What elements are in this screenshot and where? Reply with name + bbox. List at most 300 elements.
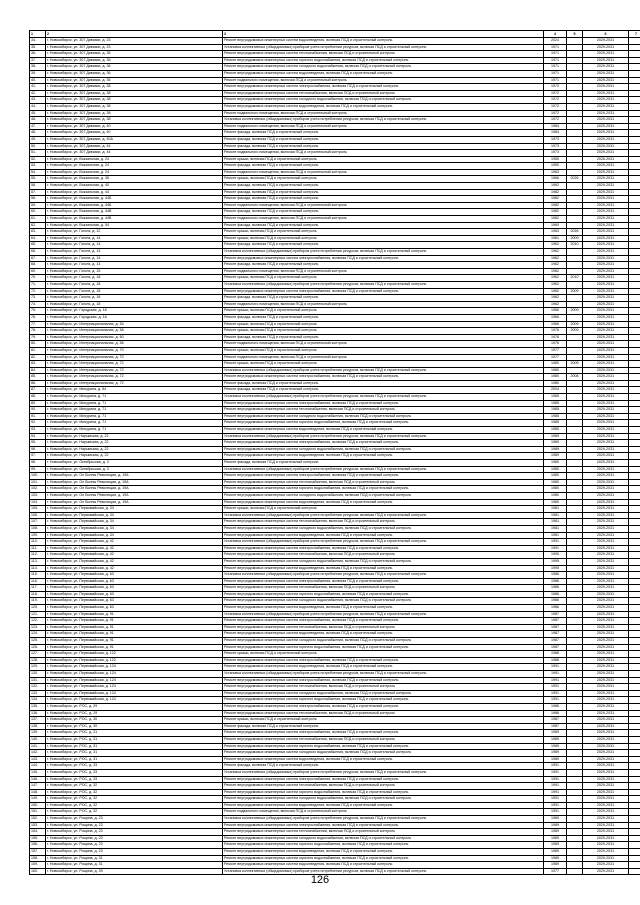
cell-last-repair-year bbox=[567, 281, 583, 288]
table-row bbox=[30, 103, 640, 110]
cell-work-type: Ремонт внутридомовых инженерных систем горячего водоснабжения, включая ПСД и строительный контроль bbox=[223, 644, 544, 651]
cell-note bbox=[629, 308, 640, 315]
table-row bbox=[30, 275, 640, 282]
cell-note bbox=[629, 176, 640, 183]
cell-work-type: Ремонт крыши, включая ПСД и строительный контроль bbox=[223, 275, 544, 282]
cell-last-repair-year bbox=[567, 664, 583, 671]
cell-work-type: Ремонт внутридомовых инженерных систем водоотведения, включая ПСД и строительный контроль bbox=[223, 664, 544, 671]
cell-note bbox=[629, 64, 640, 71]
cell-row-number: 96. bbox=[30, 446, 46, 453]
cell-last-repair-year bbox=[567, 783, 583, 790]
cell-address: г. Новосибирск, ул. РОС, д. 31 bbox=[46, 756, 223, 763]
cell-last-repair-year bbox=[567, 334, 583, 341]
cell-last-repair-year bbox=[567, 657, 583, 664]
cell-note bbox=[629, 117, 640, 124]
cell-address: г. Новосибирск, ул. Интернациональная, д. 72 bbox=[46, 367, 223, 374]
cell-last-repair-year bbox=[567, 84, 583, 91]
cell-last-repair-year bbox=[567, 842, 583, 849]
cell-year-built: 1989 bbox=[544, 862, 567, 869]
cell-note bbox=[629, 842, 640, 849]
cell-last-repair-year bbox=[567, 183, 583, 190]
cell-work-type: Ремонт внутридомовых инженерных систем горячего водоснабжения, включая ПСД и строительный контроль bbox=[223, 420, 544, 427]
table-row bbox=[30, 334, 640, 341]
cell-year-built: 1980 bbox=[544, 361, 567, 368]
cell-note bbox=[629, 367, 640, 374]
cell-last-repair-year bbox=[567, 730, 583, 737]
cell-work-type: Ремонт внутридомовых инженерных систем теплоснабжения, включая ПСД и строительный контроль bbox=[223, 710, 544, 717]
cell-note bbox=[629, 209, 640, 216]
cell-year-built: 1988 bbox=[544, 651, 567, 658]
table-row bbox=[30, 618, 640, 625]
cell-last-repair-year bbox=[567, 433, 583, 440]
cell-year-built: 1989 bbox=[544, 743, 567, 750]
cell-work-type: Ремонт подвального помещения, включая ПСД и строительный контроль bbox=[223, 169, 544, 176]
cell-planned-period: 2029-2031 bbox=[583, 862, 629, 869]
cell-row-number: 102. bbox=[30, 486, 46, 493]
cell-row-number: 157. bbox=[30, 849, 46, 856]
cell-address: г. Новосибирск, ул. 307 Дивизии, д. 36 bbox=[46, 77, 223, 84]
table-row bbox=[30, 361, 640, 368]
cell-row-number: 68. bbox=[30, 262, 46, 269]
cell-note bbox=[629, 638, 640, 645]
cell-year-built: 1984 bbox=[544, 123, 567, 130]
table-row bbox=[30, 565, 640, 572]
cell-work-type: Ремонт фасада, включая ПСД и строительный контроль bbox=[223, 314, 544, 321]
cell-last-repair-year bbox=[567, 572, 583, 579]
cell-planned-period: 2029-2031 bbox=[583, 835, 629, 842]
cell-year-built: 1950 bbox=[544, 156, 567, 163]
cell-planned-period: 2029-2031 bbox=[583, 638, 629, 645]
table-row bbox=[30, 453, 640, 460]
cell-address: г. Новосибирск, ул. Первомайская, д. 122 bbox=[46, 651, 223, 658]
cell-work-type: Ремонт внутридомовых инженерных систем водоотведения, включая ПСД и строительный контроль bbox=[223, 427, 544, 434]
table-row bbox=[30, 525, 640, 532]
table-row bbox=[30, 189, 640, 196]
cell-year-built: 2004 bbox=[544, 387, 567, 394]
cell-note bbox=[629, 486, 640, 493]
cell-row-number: 45. bbox=[30, 110, 46, 117]
cell-last-repair-year bbox=[567, 565, 583, 572]
cell-work-type: Установка коллективных (общедомовых) приборов учета потребления ресурсов, включая ПСД и строительный контроль bbox=[223, 539, 544, 546]
cell-row-number: 138. bbox=[30, 723, 46, 730]
cell-address: г. Новосибирск, ул. 307 Дивизии, д. 38 bbox=[46, 97, 223, 104]
cell-planned-period: 2029-2031 bbox=[583, 598, 629, 605]
cell-note bbox=[629, 690, 640, 697]
cell-last-repair-year bbox=[567, 196, 583, 203]
cell-work-type: Ремонт фасада, включая ПСД и строительный контроль bbox=[223, 136, 544, 143]
cell-work-type: Ремонт фасада, включая ПСД и строительный контроль bbox=[223, 460, 544, 467]
cell-row-number: 150. bbox=[30, 802, 46, 809]
cell-row-number: 65. bbox=[30, 242, 46, 249]
cell-note bbox=[629, 855, 640, 862]
cell-last-repair-year bbox=[567, 525, 583, 532]
cell-year-built: 1985 bbox=[544, 420, 567, 427]
cell-address: г. Новосибирск, ул. 307 Дивизии, д. 40 bbox=[46, 123, 223, 130]
header-col-6: 6 bbox=[583, 31, 629, 38]
cell-row-number: 69. bbox=[30, 268, 46, 275]
cell-planned-period: 2029-2031 bbox=[583, 374, 629, 381]
cell-note bbox=[629, 558, 640, 565]
cell-last-repair-year bbox=[567, 117, 583, 124]
cell-work-type: Установка коллективных (общедомовых) приборов учета потребления ресурсов, включая ПСД и строительный контроль bbox=[223, 117, 544, 124]
cell-year-built: 1987 bbox=[544, 644, 567, 651]
table-row bbox=[30, 605, 640, 612]
cell-note bbox=[629, 525, 640, 532]
cell-row-number: 41. bbox=[30, 84, 46, 91]
cell-note bbox=[629, 532, 640, 539]
cell-address: г. Новосибирск, ул. Октябрьская, д. 3 bbox=[46, 466, 223, 473]
table-row bbox=[30, 420, 640, 427]
cell-planned-period: 2029-2031 bbox=[583, 202, 629, 209]
cell-row-number: 151. bbox=[30, 809, 46, 816]
cell-work-type: Ремонт внутридомовых инженерных систем водоотведения, включая ПСД и строительный контроль bbox=[223, 103, 544, 110]
cell-year-built: 1991 bbox=[544, 783, 567, 790]
cell-planned-period: 2029-2031 bbox=[583, 420, 629, 427]
cell-year-built: 1972 bbox=[544, 110, 567, 117]
cell-work-type: Ремонт внутридомовых инженерных систем холодного водоснабжения, включая ПСД и строительный контроль bbox=[223, 97, 544, 104]
cell-note bbox=[629, 301, 640, 308]
cell-last-repair-year bbox=[567, 347, 583, 354]
cell-year-built: 1986 bbox=[544, 710, 567, 717]
cell-address: г. Новосибирск, ул. Интернациональная, д. 70 bbox=[46, 347, 223, 354]
table-row bbox=[30, 591, 640, 598]
cell-planned-period: 2029-2031 bbox=[583, 796, 629, 803]
table-row bbox=[30, 558, 640, 565]
table-row bbox=[30, 611, 640, 618]
table-row bbox=[30, 301, 640, 308]
cell-last-repair-year bbox=[567, 855, 583, 862]
cell-work-type: Ремонт внутридомовых инженерных систем теплоснабжения, включая ПСД и строительный контроль bbox=[223, 585, 544, 592]
table-row bbox=[30, 400, 640, 407]
cell-row-number: 153. bbox=[30, 822, 46, 829]
cell-address: г. Новосибирск, ул. Гоголя, д. 18 bbox=[46, 275, 223, 282]
cell-year-built: 1984 bbox=[544, 130, 567, 137]
cell-last-repair-year bbox=[567, 387, 583, 394]
table-row bbox=[30, 110, 640, 117]
cell-row-number: 51. bbox=[30, 150, 46, 157]
cell-address: г. Новосибирск, ул. Вокзальная, д. 36 bbox=[46, 176, 223, 183]
cell-planned-period: 2029-2031 bbox=[583, 394, 629, 401]
cell-note bbox=[629, 769, 640, 776]
cell-year-built: 1973 bbox=[544, 136, 567, 143]
cell-last-repair-year bbox=[567, 710, 583, 717]
cell-year-built: 1963 bbox=[544, 169, 567, 176]
cell-row-number: 82. bbox=[30, 354, 46, 361]
cell-last-repair-year bbox=[567, 723, 583, 730]
cell-last-repair-year bbox=[567, 354, 583, 361]
cell-note bbox=[629, 545, 640, 552]
cell-last-repair-year bbox=[567, 552, 583, 559]
table-row bbox=[30, 163, 640, 170]
cell-address: г. Новосибирск, ул. РОС, д. 32 bbox=[46, 809, 223, 816]
cell-note bbox=[629, 572, 640, 579]
cell-year-built: 1985 bbox=[544, 427, 567, 434]
cell-year-built: 1985 bbox=[544, 407, 567, 414]
table-row bbox=[30, 703, 640, 710]
cell-last-repair-year bbox=[567, 295, 583, 302]
cell-row-number: 47. bbox=[30, 123, 46, 130]
cell-planned-period: 2029-2031 bbox=[583, 446, 629, 453]
cell-note bbox=[629, 400, 640, 407]
cell-last-repair-year bbox=[567, 90, 583, 97]
cell-year-built: 1991 bbox=[544, 671, 567, 678]
cell-row-number: 50. bbox=[30, 143, 46, 150]
cell-planned-period: 2029-2031 bbox=[583, 690, 629, 697]
cell-work-type: Установка коллективных (общедомовых) приборов учета потребления ресурсов, включая ПСД и строительный контроль bbox=[223, 249, 544, 256]
cell-work-type: Ремонт внутридомовых инженерных систем электроснабжения, включая ПСД и строительный контроль bbox=[223, 440, 544, 447]
cell-address: г. Новосибирск, ул. Интернациональная, д. 72 bbox=[46, 374, 223, 381]
cell-row-number: 83. bbox=[30, 361, 46, 368]
cell-last-repair-year bbox=[567, 150, 583, 157]
cell-planned-period: 2029-2031 bbox=[583, 809, 629, 816]
cell-work-type: Ремонт внутридомовых инженерных систем горячего водоснабжения, включая ПСД и строительный контроль bbox=[223, 697, 544, 704]
cell-address: г. Новосибирск, ул. Рощина, д. 31 bbox=[46, 855, 223, 862]
header-col-5: 5 bbox=[567, 31, 583, 38]
cell-address: г. Новосибирск, ул. Городская, д. 18 bbox=[46, 314, 223, 321]
table-row bbox=[30, 684, 640, 691]
cell-address: г. Новосибирск, ул. Первомайская, д. 91 bbox=[46, 624, 223, 631]
cell-year-built: 1989 bbox=[544, 835, 567, 842]
cell-planned-period: 2029-2031 bbox=[583, 229, 629, 236]
cell-planned-period: 2029-2031 bbox=[583, 829, 629, 836]
cell-last-repair-year bbox=[567, 189, 583, 196]
cell-year-built: 1980 bbox=[544, 374, 567, 381]
table-row bbox=[30, 242, 640, 249]
cell-note bbox=[629, 756, 640, 763]
cell-row-number: 143. bbox=[30, 756, 46, 763]
table-row bbox=[30, 156, 640, 163]
cell-row-number: 76. bbox=[30, 314, 46, 321]
cell-address: г. Новосибирск, ул. Гоголя, д. 14 bbox=[46, 242, 223, 249]
cell-address: г. Новосибирск, ул. Ол Волны Революции, д. 19А bbox=[46, 499, 223, 506]
cell-work-type: Ремонт внутридомовых инженерных систем водоотведения, включая ПСД и строительный контроль bbox=[223, 565, 544, 572]
cell-planned-period: 2029-2031 bbox=[583, 84, 629, 91]
cell-last-repair-year bbox=[567, 130, 583, 137]
cell-work-type: Ремонт внутридомовых инженерных систем теплоснабжения, включая ПСД и строительный контроль bbox=[223, 783, 544, 790]
cell-planned-period: 2029-2031 bbox=[583, 440, 629, 447]
cell-note bbox=[629, 644, 640, 651]
cell-year-built: 1986 bbox=[544, 605, 567, 612]
cell-work-type: Ремонт внутридомовых инженерных систем теплоснабжения, включая ПСД и строительный контроль bbox=[223, 684, 544, 691]
cell-address: г. Новосибирск, ул. РОС, д. 32 bbox=[46, 802, 223, 809]
cell-work-type: Ремонт крыши, включая ПСД и строительный контроль bbox=[223, 717, 544, 724]
cell-year-built: 1989 bbox=[544, 855, 567, 862]
cell-work-type: Ремонт крыши, включая ПСД и строительный контроль bbox=[223, 229, 544, 236]
cell-row-number: 127. bbox=[30, 651, 46, 658]
cell-year-built: 1991 bbox=[544, 677, 567, 684]
cell-address: г. Новосибирск, ул. РОС, д. 32 bbox=[46, 796, 223, 803]
cell-planned-period: 2029-2031 bbox=[583, 150, 629, 157]
cell-work-type: Ремонт внутридомовых инженерных систем холодного водоснабжения, включая ПСД и строительный контроль bbox=[223, 835, 544, 842]
cell-year-built: 1989 bbox=[544, 849, 567, 856]
cell-work-type: Ремонт фасада, включая ПСД и строительный контроль bbox=[223, 222, 544, 229]
cell-planned-period: 2029-2031 bbox=[583, 743, 629, 750]
cell-note bbox=[629, 624, 640, 631]
table-row bbox=[30, 829, 640, 836]
cell-work-type: Ремонт фасада, включая ПСД и строительный контроль bbox=[223, 387, 544, 394]
cell-planned-period: 2029-2031 bbox=[583, 407, 629, 414]
table-row bbox=[30, 855, 640, 862]
cell-planned-period: 2029-2031 bbox=[583, 486, 629, 493]
table-row bbox=[30, 710, 640, 717]
cell-planned-period: 2029-2031 bbox=[583, 605, 629, 612]
cell-row-number: 97. bbox=[30, 453, 46, 460]
table-row bbox=[30, 446, 640, 453]
cell-note bbox=[629, 242, 640, 249]
cell-planned-period: 2029-2031 bbox=[583, 334, 629, 341]
cell-year-built: 1982 bbox=[544, 216, 567, 223]
cell-work-type: Ремонт фасада, включая ПСД и строительный контроль bbox=[223, 189, 544, 196]
cell-year-built: 1981 bbox=[544, 519, 567, 526]
cell-work-type: Ремонт фасада, включая ПСД и строительный контроль bbox=[223, 262, 544, 269]
cell-last-repair-year bbox=[567, 506, 583, 513]
cell-year-built: 1989 bbox=[544, 440, 567, 447]
cell-last-repair-year bbox=[567, 97, 583, 104]
cell-last-repair-year bbox=[567, 216, 583, 223]
cell-row-number: 70. bbox=[30, 275, 46, 282]
cell-note bbox=[629, 347, 640, 354]
table-row bbox=[30, 730, 640, 737]
table-row bbox=[30, 44, 640, 51]
cell-note bbox=[629, 380, 640, 387]
cell-planned-period: 2029-2031 bbox=[583, 802, 629, 809]
cell-planned-period: 2029-2031 bbox=[583, 756, 629, 763]
cell-note bbox=[629, 51, 640, 58]
cell-address: г. Новосибирск, ул. Нарымская, д. 22 bbox=[46, 446, 223, 453]
cell-address: г. Новосибирск, ул. Мичурина, д. 71 bbox=[46, 394, 223, 401]
cell-address: г. Новосибирск, ул. Гоголя, д. 18 bbox=[46, 295, 223, 302]
cell-row-number: 129. bbox=[30, 664, 46, 671]
cell-row-number: 115. bbox=[30, 572, 46, 579]
cell-planned-period: 2029-2031 bbox=[583, 664, 629, 671]
cell-last-repair-year bbox=[567, 512, 583, 519]
table-row bbox=[30, 70, 640, 77]
cell-planned-period: 2029-2031 bbox=[583, 328, 629, 335]
cell-row-number: 92. bbox=[30, 420, 46, 427]
cell-year-built: 1989 bbox=[544, 829, 567, 836]
cell-year-built: 1991 bbox=[544, 789, 567, 796]
table-row bbox=[30, 638, 640, 645]
table-row bbox=[30, 736, 640, 743]
cell-row-number: 136. bbox=[30, 710, 46, 717]
cell-note bbox=[629, 110, 640, 117]
cell-row-number: 39. bbox=[30, 70, 46, 77]
cell-year-built: 1981 bbox=[544, 532, 567, 539]
cell-work-type: Ремонт внутридомовых инженерных систем водоотведения, включая ПСД и строительный контроль bbox=[223, 605, 544, 612]
cell-planned-period: 2029-2031 bbox=[583, 789, 629, 796]
cell-work-type: Ремонт внутридомовых инженерных систем электроснабжения, включая ПСД и строительный контроль bbox=[223, 578, 544, 585]
cell-address: г. Новосибирск, ул. Ол Волны Революции, д. 19А bbox=[46, 486, 223, 493]
cell-year-built: 1980 bbox=[544, 479, 567, 486]
cell-planned-period: 2029-2031 bbox=[583, 288, 629, 295]
cell-work-type: Ремонт крыши, включая ПСД и строительный контроль bbox=[223, 361, 544, 368]
cell-last-repair-year bbox=[567, 585, 583, 592]
cell-last-repair-year: 2026 bbox=[567, 229, 583, 236]
cell-address: г. Новосибирск, ул. Рощина, д. 39 bbox=[46, 868, 223, 875]
cell-planned-period: 2029-2031 bbox=[583, 671, 629, 678]
cell-note bbox=[629, 394, 640, 401]
cell-year-built: 1972 bbox=[544, 97, 567, 104]
cell-address: г. Новосибирск, ул. Гоголя, д. 18 bbox=[46, 301, 223, 308]
cell-work-type: Ремонт внутридомовых инженерных систем электроснабжения, включая ПСД и строительный контроль bbox=[223, 776, 544, 783]
table-row bbox=[30, 466, 640, 473]
table-row bbox=[30, 849, 640, 856]
cell-address: г. Новосибирск, ул. Первомайская, д. 42 bbox=[46, 539, 223, 546]
cell-planned-period: 2029-2031 bbox=[583, 64, 629, 71]
cell-work-type: Ремонт подвального помещения, включая ПСД и строительный контроль bbox=[223, 123, 544, 130]
cell-last-repair-year: 2009 bbox=[567, 308, 583, 315]
table-row bbox=[30, 671, 640, 678]
cell-work-type: Ремонт внутридомовых инженерных систем холодного водоснабжения, включая ПСД и строительный контроль bbox=[223, 558, 544, 565]
cell-planned-period: 2029-2031 bbox=[583, 684, 629, 691]
cell-last-repair-year bbox=[567, 169, 583, 176]
table-row bbox=[30, 802, 640, 809]
cell-address: г. Новосибирск, ул. Первомайская, д. 91 bbox=[46, 631, 223, 638]
cell-note bbox=[629, 341, 640, 348]
cell-note bbox=[629, 295, 640, 302]
cell-last-repair-year bbox=[567, 156, 583, 163]
cell-last-repair-year bbox=[567, 44, 583, 51]
cell-row-number: 58. bbox=[30, 196, 46, 203]
cell-address: г. Новосибирск, ул. РОС, д. 30 bbox=[46, 723, 223, 730]
cell-note bbox=[629, 136, 640, 143]
cell-note bbox=[629, 202, 640, 209]
cell-planned-period: 2029-2031 bbox=[583, 677, 629, 684]
cell-address: г. Новосибирск, ул. Мичурина, д. 71 bbox=[46, 420, 223, 427]
cell-planned-period: 2029-2031 bbox=[583, 235, 629, 242]
cell-planned-period: 2029-2031 bbox=[583, 176, 629, 183]
cell-year-built: 1950 bbox=[544, 163, 567, 170]
cell-planned-period: 2029-2031 bbox=[583, 123, 629, 130]
cell-address: г. Новосибирск, ул. Ол Волны Революции, д. 19А bbox=[46, 473, 223, 480]
cell-row-number: 155. bbox=[30, 835, 46, 842]
cell-year-built: 1991 bbox=[544, 690, 567, 697]
cell-planned-period: 2029-2031 bbox=[583, 361, 629, 368]
cell-address: г. Новосибирск, ул. Ол Волны Революции, д. 19А bbox=[46, 479, 223, 486]
cell-planned-period: 2029-2031 bbox=[583, 196, 629, 203]
cell-year-built: 1962 bbox=[544, 262, 567, 269]
table-row bbox=[30, 763, 640, 770]
cell-last-repair-year bbox=[567, 624, 583, 631]
cell-year-built: 1991 bbox=[544, 545, 567, 552]
cell-row-number: 114. bbox=[30, 565, 46, 572]
cell-work-type: Ремонт внутридомовых инженерных систем холодного водоснабжения, включая ПСД и строительный контроль bbox=[223, 796, 544, 803]
cell-last-repair-year bbox=[567, 255, 583, 262]
cell-last-repair-year bbox=[567, 110, 583, 117]
cell-note bbox=[629, 763, 640, 770]
cell-work-type: Ремонт внутридомовых инженерных систем теплоснабжения, включая ПСД и строительный контроль bbox=[223, 519, 544, 526]
cell-planned-period: 2029-2031 bbox=[583, 618, 629, 625]
cell-row-number: 55. bbox=[30, 176, 46, 183]
cell-planned-period: 2029-2031 bbox=[583, 117, 629, 124]
cell-year-built: 1962 bbox=[544, 268, 567, 275]
cell-note bbox=[629, 407, 640, 414]
cell-work-type: Ремонт внутридомовых инженерных систем горячего водоснабжения, включая ПСД и строительный контроль bbox=[223, 789, 544, 796]
cell-planned-period: 2029-2031 bbox=[583, 189, 629, 196]
cell-note bbox=[629, 835, 640, 842]
cell-planned-period: 2029-2031 bbox=[583, 855, 629, 862]
cell-work-type: Установка коллективных (общедомовых) приборов учета потребления ресурсов, включая ПСД и строительный контроль bbox=[223, 572, 544, 579]
cell-row-number: 135. bbox=[30, 703, 46, 710]
table-row bbox=[30, 57, 640, 64]
cell-year-built: 1980 bbox=[544, 466, 567, 473]
cell-note bbox=[629, 492, 640, 499]
cell-note bbox=[629, 796, 640, 803]
table-row bbox=[30, 413, 640, 420]
cell-year-built: 1987 bbox=[544, 611, 567, 618]
cell-last-repair-year bbox=[567, 38, 583, 45]
table-row bbox=[30, 723, 640, 730]
